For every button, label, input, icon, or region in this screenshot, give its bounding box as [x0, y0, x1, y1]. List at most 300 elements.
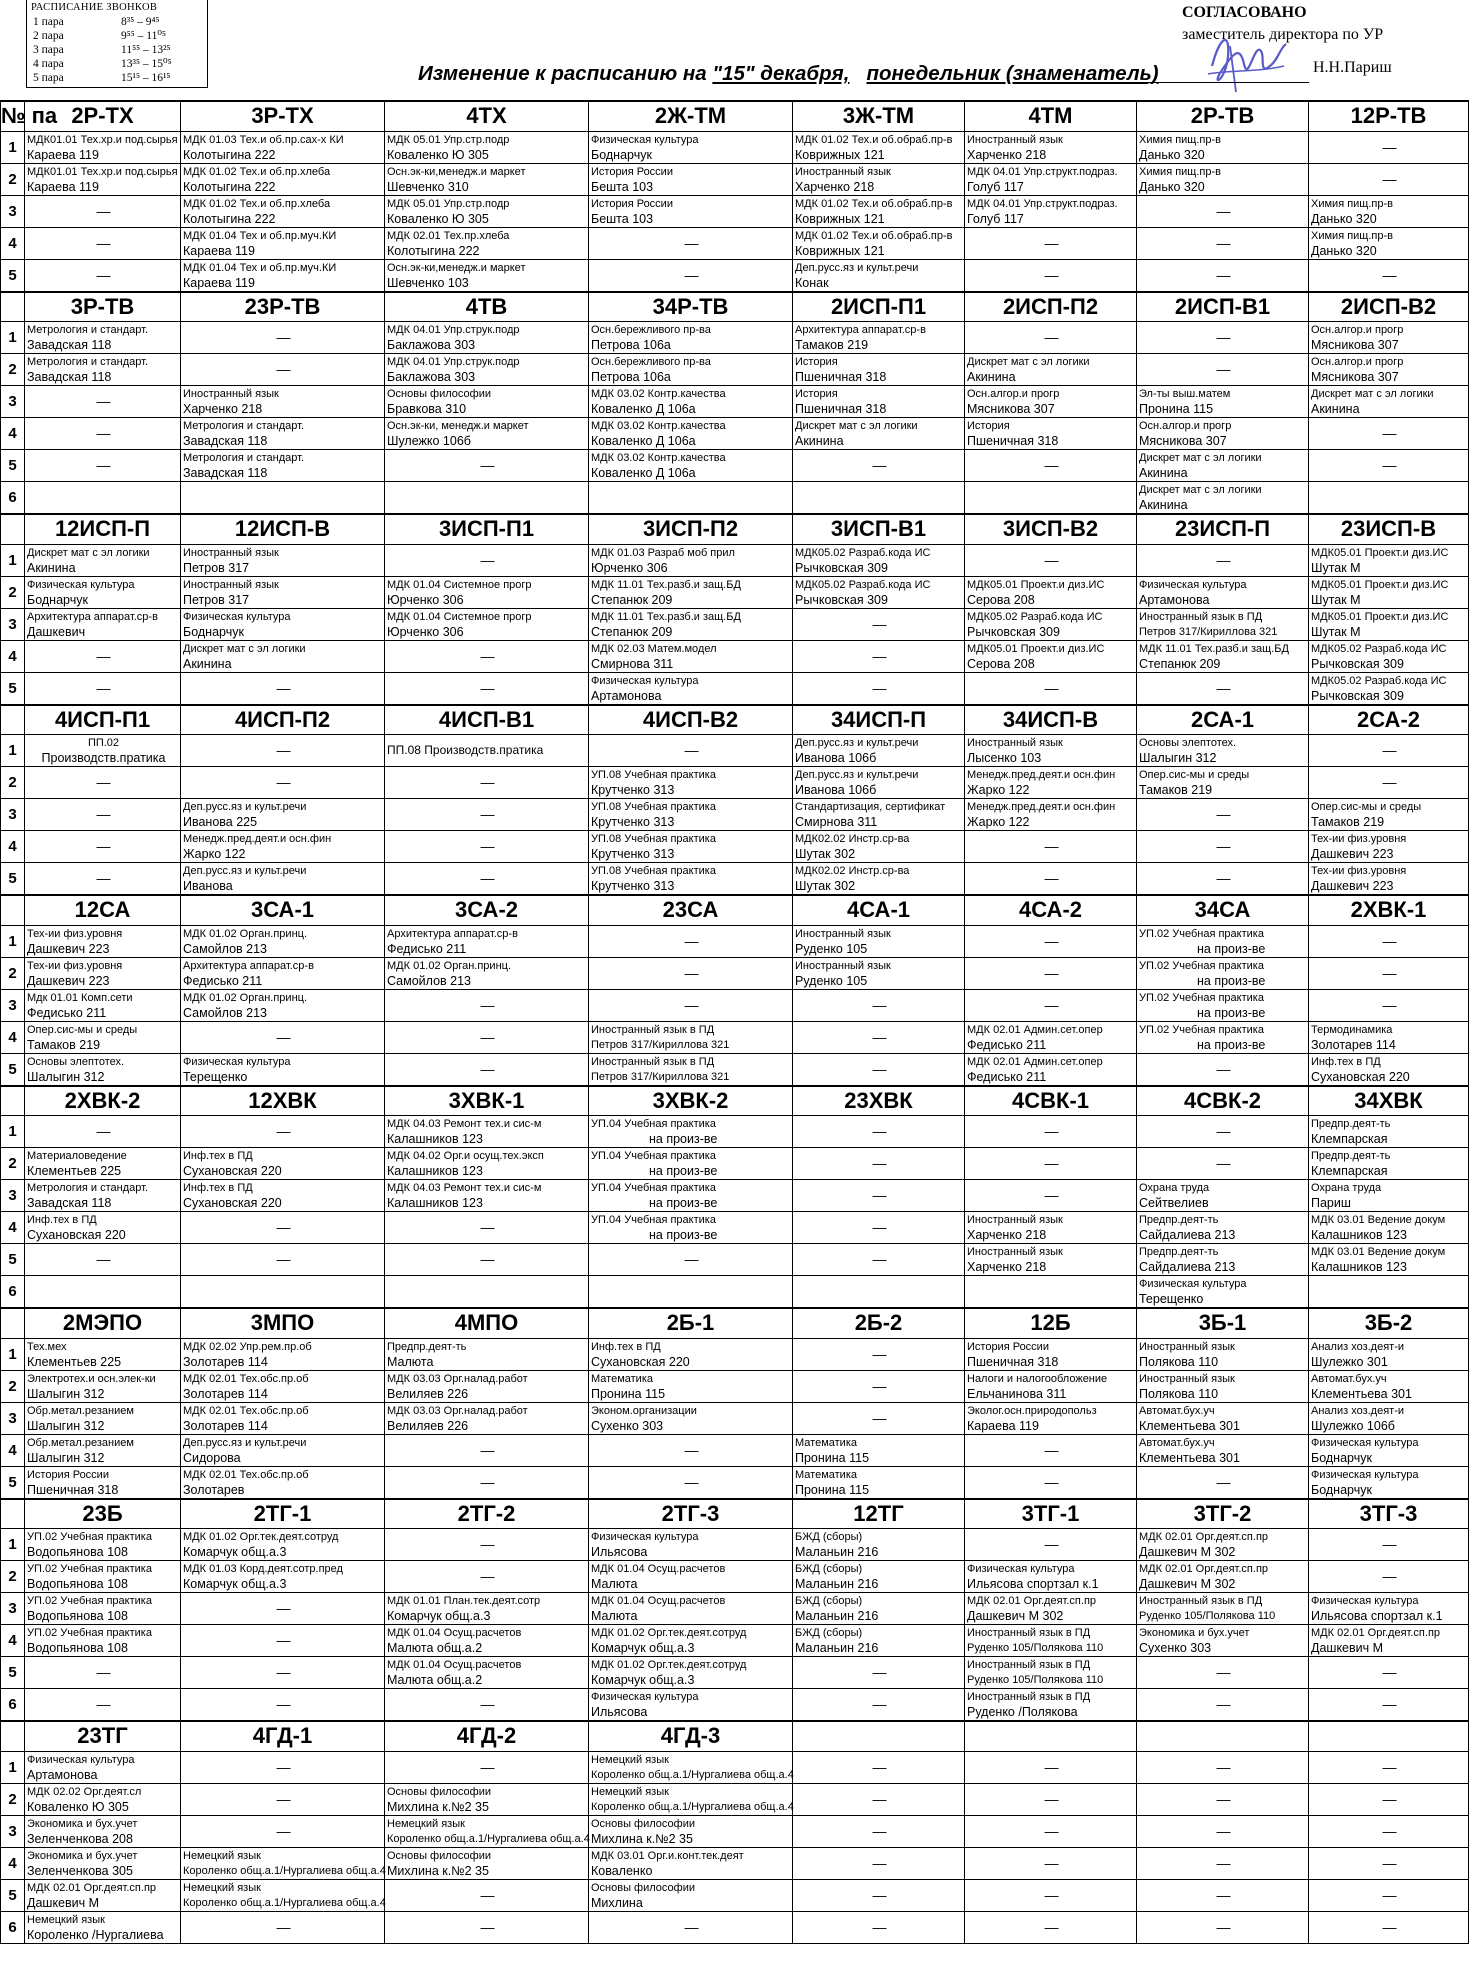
lesson-cell [965, 386, 1137, 418]
lesson-cell [181, 863, 385, 896]
lesson-subject: МДК 04.01 Упр.струк.подр [387, 356, 520, 368]
lesson-cell [793, 1751, 965, 1783]
lesson-subject: МДК 01.04 Тех и об.пр.муч.КИ [183, 261, 337, 274]
lesson-subject: Архитектура аппарат.ср-в [27, 610, 158, 623]
lesson-teacher: Данько 320 [1139, 179, 1205, 194]
group-name: 3ТГ-1 [965, 1499, 1137, 1529]
page-title [418, 62, 1159, 86]
lesson-teacher: Пронина 115 [1139, 402, 1214, 416]
lesson-teacher: Самойлов 213 [183, 1005, 268, 1020]
lesson-cell [181, 1116, 385, 1148]
lesson-row [1, 1276, 1469, 1309]
lesson-subject: Предпр.деят-ть [1311, 1150, 1391, 1162]
lesson-cell [589, 1402, 793, 1434]
lesson-subject: Физическая культура [183, 610, 291, 623]
empty-dash: — [276, 774, 291, 790]
lesson-subject: МДК 03.02 Контр.качества [591, 388, 726, 400]
lesson-teacher: Шулежко 301 [1311, 1354, 1388, 1369]
lesson-subject: МДК 01.01 План.тек.деят.сотр [387, 1595, 541, 1607]
empty-dash: — [480, 806, 495, 822]
lesson-teacher: Караева 119 [183, 275, 255, 290]
empty-dash: — [1044, 1854, 1059, 1871]
empty-dash: — [480, 1758, 495, 1775]
lesson-teacher: Пронина 115 [591, 1386, 666, 1401]
lesson-row [1, 418, 1469, 450]
empty-dash: — [1216, 1664, 1231, 1680]
lesson-teacher: Самойлов 213 [387, 973, 472, 988]
lesson-cell [385, 1911, 589, 1943]
lesson-cell [25, 1180, 181, 1212]
lesson-subject: Иностранный язык [967, 737, 1063, 749]
lesson-teacher: Сайдалиева 213 [1139, 1260, 1236, 1274]
lesson-cell [1137, 1212, 1309, 1244]
lesson-cell [1137, 354, 1309, 386]
group-name: 2Р-ТХ [25, 101, 181, 131]
group-name: 4ТМ [965, 101, 1137, 131]
lesson-subject: Осн.эк-ки,менедж.и маркет [387, 261, 526, 274]
lesson-cell [25, 1751, 181, 1783]
lesson-teacher: Руденко 105 [795, 973, 868, 988]
lesson-cell [181, 957, 385, 989]
lesson-cell [181, 482, 385, 515]
lesson-cell [1137, 195, 1309, 227]
lesson-cell [589, 576, 793, 608]
lesson-subject: МДК05.02 Разраб.кода ИС [1311, 674, 1447, 687]
lesson-row [1, 1338, 1469, 1370]
lesson-cell [793, 831, 965, 863]
lesson-cell [25, 354, 181, 386]
lesson-teacher: Клемпарская [1311, 1132, 1388, 1146]
lesson-teacher: Шалыгин 312 [1139, 751, 1217, 765]
lesson-cell [1309, 1593, 1469, 1625]
empty-dash: — [1216, 1822, 1231, 1839]
approval-heading: СОГЛАСОВАНО [1182, 4, 1307, 21]
lesson-subject: Физическая культура [1311, 1468, 1419, 1481]
lesson-subject: Иностранный язык [967, 133, 1063, 146]
lesson-cell [1137, 799, 1309, 831]
lesson-cell [181, 1021, 385, 1053]
lesson-cell [25, 608, 181, 640]
lesson-cell [1137, 1148, 1309, 1180]
empty-dash: — [480, 1886, 495, 1903]
lesson-subject: МДК 02.01 Админ.сет.опер [967, 1055, 1103, 1068]
lesson-cell [1309, 1911, 1469, 1943]
lesson-subject: Физическая культура [1139, 578, 1247, 591]
lesson-cell [25, 1783, 181, 1815]
lesson-row [1, 1148, 1469, 1180]
lesson-cell [965, 1021, 1137, 1053]
lesson-teacher: Караева 119 [27, 147, 99, 162]
lesson-cell [1309, 672, 1469, 705]
lesson-teacher: Производств.пратика [41, 751, 166, 765]
empty-dash: — [1382, 996, 1397, 1013]
pair-number: 5 [1, 1053, 25, 1086]
lesson-subject: Химия пищ.пр-в [1139, 165, 1221, 178]
lesson-row [1, 1657, 1469, 1689]
lesson-cell [965, 608, 1137, 640]
lesson-cell [793, 1338, 965, 1370]
lesson-subject: Тех-ии физ.уровня [1311, 865, 1407, 877]
group-name: 34СА [1137, 895, 1309, 925]
lesson-teacher: Золотарев [183, 1482, 245, 1497]
lesson-subject: Основы элептотех. [27, 1055, 125, 1068]
lesson-subject: МДК 02.02 Упр.рем.пр.об [183, 1340, 312, 1353]
lesson-cell [1309, 831, 1469, 863]
lesson-cell [385, 735, 589, 767]
lesson-cell [181, 1783, 385, 1815]
lesson-cell [385, 1625, 589, 1657]
pair-number: 2 [1, 1783, 25, 1815]
lesson-subject: МДК01.01 Тех.хр.и под.сырья [27, 165, 178, 178]
group-name: 12Р-ТВ [1309, 101, 1469, 131]
lesson-row [1, 767, 1469, 799]
pair-number: 3 [1, 608, 25, 640]
lesson-cell [589, 1338, 793, 1370]
empty-dash: — [684, 1473, 699, 1490]
lesson-subject: Эколог.осн.природопольз [967, 1404, 1097, 1417]
lesson-teacher: Руденко 105/Полякова 110 [967, 1642, 1104, 1654]
group-name: 3ИСП-В1 [793, 514, 965, 544]
lesson-teacher: Шалыгин 312 [27, 1069, 105, 1084]
lesson-cell [793, 482, 965, 515]
lesson-cell [589, 989, 793, 1021]
lesson-subject: Автомат.бух.уч [1139, 1404, 1215, 1417]
lesson-teacher: Малюта [591, 1609, 638, 1623]
lesson-cell [181, 544, 385, 576]
lesson-subject: МДК05.01 Проект.и диз.ИС [1311, 610, 1449, 623]
lesson-cell [1309, 1561, 1469, 1593]
lesson-cell [1309, 386, 1469, 418]
lesson-cell [181, 1276, 385, 1309]
lesson-cell [25, 1116, 181, 1148]
lesson-row [1, 672, 1469, 705]
lesson-teacher: Комарчук общ.а.3 [183, 1577, 287, 1591]
pair-number: 2 [1, 767, 25, 799]
lesson-cell [589, 354, 793, 386]
lesson-cell [1309, 767, 1469, 799]
lesson-cell [965, 354, 1137, 386]
lesson-cell [1309, 640, 1469, 672]
group-name: 3ХВК-2 [589, 1086, 793, 1116]
lesson-subject: Тех-ии физ.уровня [1311, 833, 1407, 845]
lesson-row [1, 576, 1469, 608]
lesson-teacher: Караева 119 [967, 1418, 1039, 1433]
lesson-cell [25, 672, 181, 705]
lesson-cell [181, 1751, 385, 1783]
lesson-cell [589, 259, 793, 292]
lesson-cell [1309, 1370, 1469, 1402]
group-name [1309, 1721, 1469, 1751]
lesson-teacher: Харченко 218 [183, 402, 263, 416]
lesson-cell [965, 322, 1137, 354]
empty-dash: — [276, 1251, 291, 1267]
empty-dash: — [276, 361, 291, 377]
bell-time: 11⁵⁵ – 13²⁵ [121, 44, 171, 56]
lesson-cell [1137, 322, 1309, 354]
lesson-cell [25, 1212, 181, 1244]
lesson-subject: Иностранный язык [183, 388, 279, 400]
lesson-subject: Физическая культура [591, 133, 699, 146]
empty-dash: — [480, 838, 495, 854]
lesson-subject: Химия пищ.пр-в [1311, 229, 1393, 242]
empty-dash: — [480, 1441, 495, 1458]
lesson-cell [25, 259, 181, 292]
pair-number: 3 [1, 1180, 25, 1212]
lesson-cell [385, 1148, 589, 1180]
empty-dash: — [480, 551, 495, 568]
lesson-teacher: Баклажова 303 [387, 370, 476, 384]
lesson-teacher: Колотыгина 222 [387, 243, 480, 258]
lesson-cell [589, 322, 793, 354]
lesson-teacher: Конак [795, 275, 829, 290]
empty-dash: — [276, 1918, 291, 1935]
lesson-subject: Основы философии [591, 1817, 695, 1830]
lesson-subject: МДК05.02 Разраб.кода ИС [967, 610, 1103, 623]
pair-number: 5 [1, 1657, 25, 1689]
lesson-cell [793, 576, 965, 608]
lesson-subject: Основы философии [591, 1881, 695, 1894]
bell-row [31, 43, 203, 57]
lesson-cell [589, 608, 793, 640]
empty-dash: — [480, 1536, 495, 1552]
lesson-teacher: Колотыгина 222 [183, 179, 276, 194]
lesson-subject: МДК05.02 Разраб.кода ИС [795, 578, 931, 591]
empty-dash: — [872, 1696, 887, 1712]
empty-dash: — [872, 1886, 887, 1903]
lesson-cell [589, 195, 793, 227]
lesson-subject: МДК 02.01 Тех.обс.пр.об [183, 1372, 309, 1385]
empty-dash: — [276, 1028, 291, 1045]
lesson-teacher: Петров 317/Кириллова 321 [591, 1070, 730, 1083]
lesson-teacher: Акинина [183, 656, 232, 671]
lesson-subject: Физическая культура [1311, 1436, 1419, 1449]
group-name: 3ИСП-В2 [965, 514, 1137, 544]
pair-number-header [1, 292, 25, 322]
lesson-subject: Архитектура аппарат.ср-в [795, 324, 926, 336]
signature-line [1143, 82, 1309, 83]
lesson-cell [25, 482, 181, 515]
lesson-cell [1309, 1276, 1469, 1309]
lesson-subject: Анализ хоз.деят-и [1311, 1340, 1405, 1353]
lesson-cell [589, 1053, 793, 1086]
lesson-cell [965, 767, 1137, 799]
empty-dash: — [1382, 138, 1397, 155]
empty-dash: — [480, 774, 495, 790]
lesson-cell [385, 831, 589, 863]
lesson-subject: Инф.тех в ПД [183, 1150, 253, 1162]
lesson-row [1, 1402, 1469, 1434]
lesson-subject: Дискрет мат с эл логики [27, 546, 150, 559]
lesson-row [1, 831, 1469, 863]
lesson-teacher: Акинина [1139, 466, 1188, 480]
lesson-cell [385, 1021, 589, 1053]
lesson-cell [181, 322, 385, 354]
lesson-subject: МДК 01.02 Тех.и об.пр.хлеба [183, 165, 331, 178]
empty-dash: — [96, 202, 111, 219]
lesson-subject: Тех-ии физ.уровня [27, 927, 123, 940]
lesson-cell [793, 418, 965, 450]
empty-dash: — [684, 1918, 699, 1935]
lesson-subject: МДК 01.04 Системное прогр [387, 610, 532, 623]
lesson-subject: Осн.алгор.и прогр [1311, 324, 1404, 336]
lesson-subject: Иностранный язык в ПД [591, 1023, 715, 1036]
lesson-cell [181, 989, 385, 1021]
lesson-subject: Физическая культура [1139, 1278, 1247, 1290]
lesson-cell [965, 1847, 1137, 1879]
lesson-cell [965, 450, 1137, 482]
empty-dash: — [1216, 1473, 1231, 1490]
group-name: 3ИСП-П1 [385, 514, 589, 544]
lesson-subject: Тех-ии физ.уровня [27, 959, 123, 972]
lesson-teacher: Комарчук общ.а.3 [387, 1609, 491, 1623]
lesson-teacher: Золотарев 114 [183, 1354, 268, 1369]
lesson-subject: МДК 04.01 Упр.структ.подраз. [967, 165, 1118, 178]
lesson-cell [589, 386, 793, 418]
lesson-cell [793, 131, 965, 163]
lesson-cell [25, 1561, 181, 1593]
lesson-cell [589, 863, 793, 896]
lesson-teacher: Акинина [1311, 402, 1360, 416]
lesson-cell [589, 767, 793, 799]
lesson-cell [793, 1148, 965, 1180]
lesson-cell [793, 1783, 965, 1815]
empty-dash: — [480, 996, 495, 1013]
lesson-cell [25, 544, 181, 576]
lesson-teacher: Голуб 117 [967, 211, 1024, 226]
lesson-cell [589, 1815, 793, 1847]
lesson-cell [965, 1911, 1137, 1943]
lesson-cell [793, 767, 965, 799]
lesson-teacher: Баклажова 303 [387, 338, 476, 352]
empty-dash: — [1382, 742, 1397, 758]
lesson-cell [589, 831, 793, 863]
group-name: 2ИСП-В2 [1309, 292, 1469, 322]
empty-dash: — [872, 679, 887, 696]
lesson-subject: Иностранный язык [183, 578, 279, 591]
lesson-subject: Иностранный язык [795, 927, 891, 940]
pair-number: 5 [1, 1466, 25, 1499]
lesson-subject: МДК 02.01 Орг.деят.сп.пр [1139, 1563, 1269, 1575]
lesson-teacher: Караева 119 [183, 243, 255, 258]
lesson-teacher: Пшеничная 318 [795, 370, 887, 384]
lesson-subject: Иностранный язык [967, 1246, 1063, 1258]
lesson-teacher: Клементьева 301 [1139, 1418, 1240, 1433]
group-name: 2ТГ-2 [385, 1499, 589, 1529]
lesson-cell [793, 1370, 965, 1402]
lesson-cell [385, 418, 589, 450]
lesson-subject: История России [967, 1340, 1049, 1353]
lesson-subject: Стандартизация, сертификат [795, 801, 946, 813]
lesson-subject: Иностранный язык [183, 546, 279, 559]
lesson-row [1, 1529, 1469, 1561]
lesson-cell [965, 1815, 1137, 1847]
empty-dash: — [872, 1219, 887, 1235]
lesson-row [1, 1561, 1469, 1593]
empty-dash: — [276, 1123, 291, 1139]
lesson-cell [793, 322, 965, 354]
lesson-cell [385, 957, 589, 989]
lesson-cell [1137, 1815, 1309, 1847]
lesson-row [1, 1244, 1469, 1276]
lesson-row [1, 163, 1469, 195]
lesson-teacher: Коваленко [591, 1863, 653, 1878]
lesson-subject: Немецкий язык [387, 1817, 465, 1830]
empty-dash: — [1382, 1664, 1397, 1680]
lesson-teacher: Водопьянова 108 [27, 1641, 128, 1655]
lesson-cell [25, 1021, 181, 1053]
lesson-subject: Иностранный язык в ПД [1139, 1595, 1263, 1607]
lesson-teacher: Жарко 122 [183, 847, 246, 861]
empty-dash: — [96, 647, 111, 664]
lesson-cell [385, 1847, 589, 1879]
lesson-subject: Физическая культура [183, 1055, 291, 1068]
group-name: 3МПО [181, 1308, 385, 1338]
lesson-cell [181, 1815, 385, 1847]
lesson-cell [1309, 195, 1469, 227]
lesson-cell [1137, 1561, 1309, 1593]
lesson-teacher: Рычковская 309 [795, 560, 888, 575]
lesson-teacher: Шулежко 106б [387, 434, 471, 448]
lesson-teacher: Клементьев 225 [27, 1354, 122, 1369]
lesson-cell [25, 1053, 181, 1086]
empty-dash: — [1044, 1822, 1059, 1839]
lesson-teacher: Харченко 218 [795, 179, 875, 194]
lesson-cell [793, 1815, 965, 1847]
lesson-cell [181, 1148, 385, 1180]
lesson-cell [589, 799, 793, 831]
lesson-subject: Осн.бережливого пр-ва [591, 356, 711, 368]
lesson-teacher: Шалыгин 312 [27, 1450, 105, 1465]
lesson-subject: МДК 03.02 Контр.качества [591, 420, 726, 432]
group-name: 4СВК-2 [1137, 1086, 1309, 1116]
lesson-teacher: Юрченко 306 [591, 560, 668, 575]
empty-dash: — [1044, 1123, 1059, 1139]
lesson-cell [1309, 1148, 1469, 1180]
lesson-teacher: Рычковская 309 [795, 592, 888, 607]
lesson-teacher: Комарчук общ.а.3 [183, 1545, 287, 1559]
group-header-row [1, 1499, 1469, 1529]
pair-number: 6 [1, 1911, 25, 1943]
lesson-subject: Метрология и стандарт. [183, 420, 304, 432]
empty-dash: — [872, 647, 887, 664]
pair-number: 4 [1, 1212, 25, 1244]
lesson-teacher: Дашкевич М 302 [1139, 1577, 1236, 1591]
lesson-teacher: Иванова 225 [183, 815, 258, 829]
lesson-cell [965, 863, 1137, 896]
lesson-cell [1309, 322, 1469, 354]
lesson-cell [965, 1625, 1137, 1657]
lesson-subject: УП.02 Учебная практика [27, 1563, 152, 1575]
lesson-cell [965, 1879, 1137, 1911]
pair-number: 4 [1, 1625, 25, 1657]
lesson-subject: МДК05.01 Проект.и диз.ИС [967, 642, 1105, 655]
lesson-teacher: Завадская 118 [183, 466, 268, 480]
lesson-cell [25, 925, 181, 957]
pair-number: 5 [1, 863, 25, 896]
lesson-subject: Осн.алгор.и прогр [1311, 356, 1404, 368]
lesson-cell [25, 799, 181, 831]
lesson-subject: История России [591, 197, 673, 210]
lesson-cell [385, 259, 589, 292]
empty-dash: — [1216, 202, 1231, 219]
lesson-subject: МДК 01.02 Орг.тек.деят.сотруд [183, 1531, 339, 1543]
lesson-cell [589, 1212, 793, 1244]
empty-dash: — [872, 1664, 887, 1680]
lesson-teacher: Боднарчук [27, 592, 88, 607]
group-name: 2ИСП-П1 [793, 292, 965, 322]
lesson-subject: БЖД (сборы) [795, 1563, 863, 1575]
lesson-subject: МДК 11.01 Тех.разб.и защ.БД [1139, 642, 1289, 655]
